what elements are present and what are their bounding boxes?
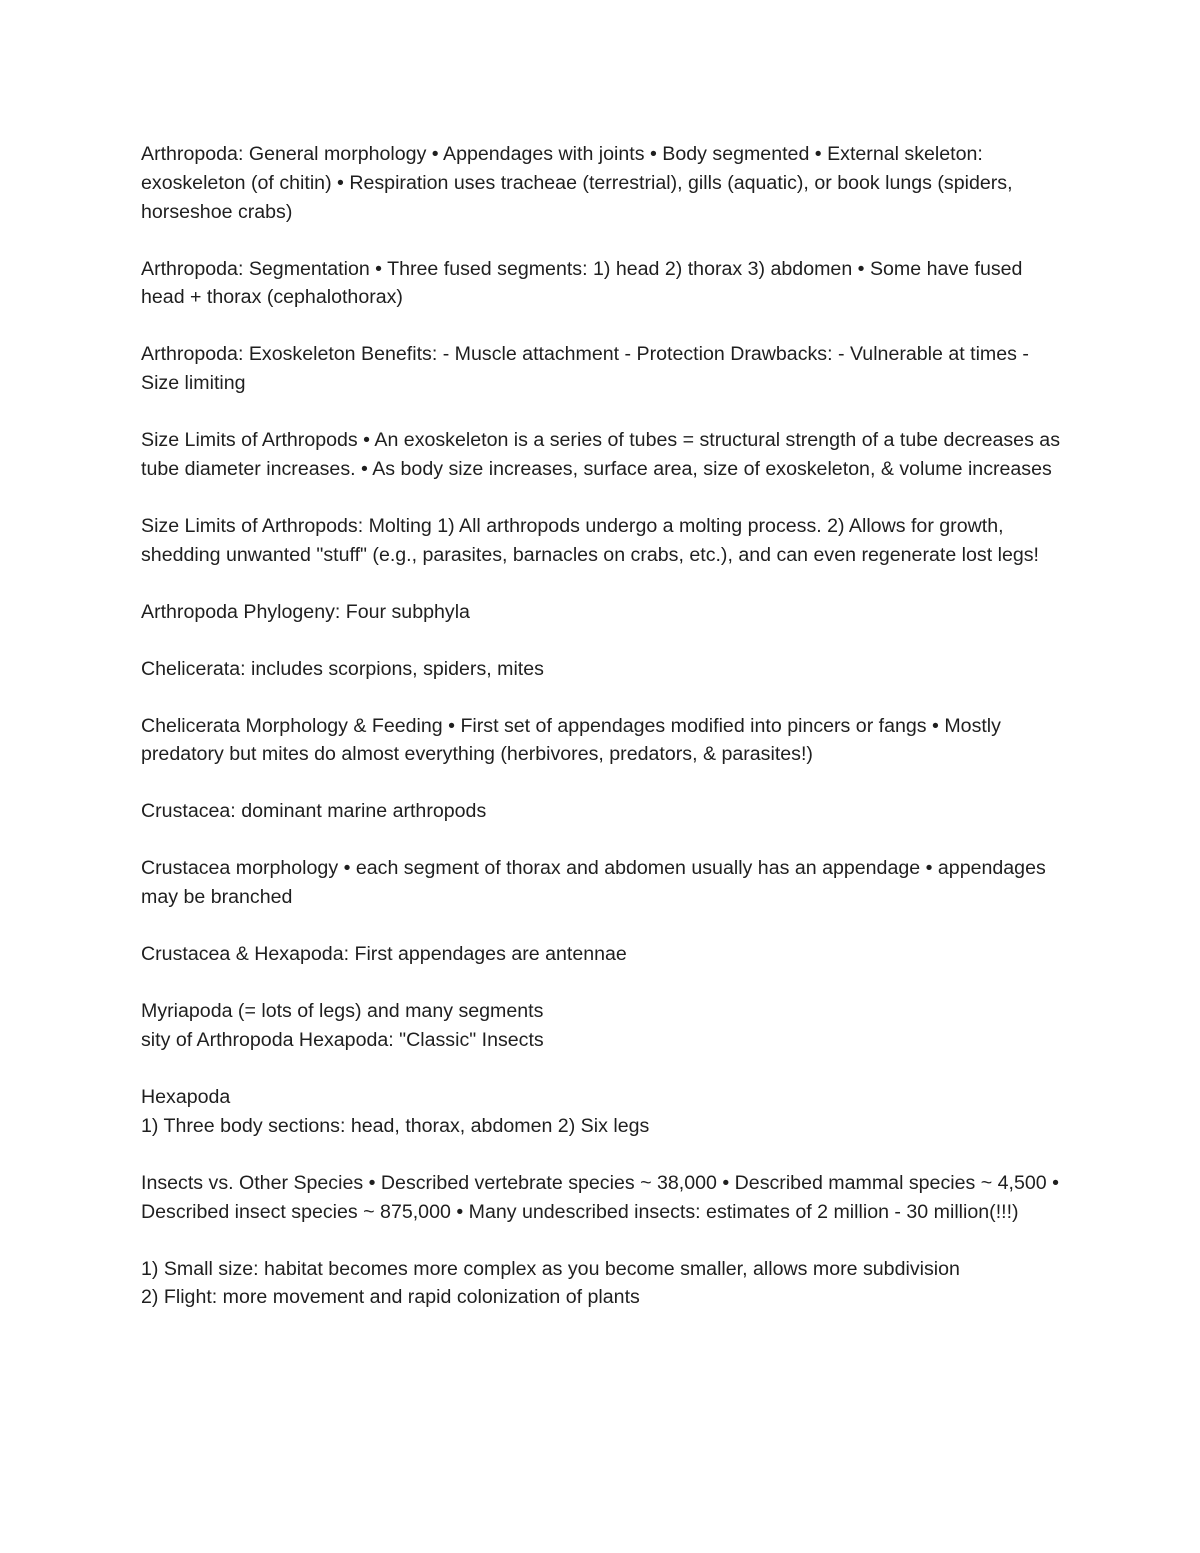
paragraph-hexapoda — [141, 1083, 1066, 1141]
reason-small-size: 1) Small size: habitat becomes more complex as you become smaller, allows more subdivision — [141, 1257, 960, 1280]
reason-flight: 2) Flight: more movement and rapid colonization of plants — [141, 1286, 640, 1309]
paragraph-myriapoda — [141, 997, 1066, 1055]
myriapoda-line: Myriapoda (= lots of legs) and many segments — [141, 1000, 544, 1023]
paragraph-molting: Size Limits of Arthropods: Molting 1) All arthropods undergo a molting process. 2) Allows for growth, shedding unwanted "stuff" (e.g., parasites, barnacles on crabs, etc.), and can even regenerate lost legs! — [141, 514, 1039, 566]
paragraph-crustacea: Crustacea: dominant marine arthropods — [141, 800, 487, 823]
document-body — [141, 140, 1066, 1340]
paragraph-general-morphology: Arthropoda: General morphology • Appendages with joints • Body segmented • External skeleton: exoskeleton (of chitin) • Respiration uses tracheae (terrestrial), gills (aquatic), or book lungs (spiders, horseshoe crabs) — [141, 143, 1013, 223]
paragraph-antennae: Crustacea & Hexapoda: First appendages are antennae — [141, 943, 627, 966]
paragraph-chelicerata: Chelicerata: includes scorpions, spiders, mites — [141, 657, 544, 680]
paragraph-size-limits: Size Limits of Arthropods • An exoskeleton is a series of tubes = structural strength of a tube decreases as tube diameter increases. • As body size increases, surface area, size of exoskeleton, & volume increases — [141, 429, 1061, 480]
paragraph-insects-vs-other: Insects vs. Other Species • Described vertebrate species ~ 38,000 • Described mammal species ~ 4,500 • Described insect species ~ 875,000 • Many undescribed insects: estimates of 2 million - 30 million(!!!) — [141, 1171, 1059, 1223]
hexapoda-body-sections: 1) Three body sections: head, thorax, abdomen 2) Six legs — [141, 1114, 650, 1137]
paragraph-chelicerata-morphology: Chelicerata Morphology & Feeding • First set of appendages modified into pincers or fangs • Mostly predatory but mites do almost everything (herbivores, predators, & parasites!) — [141, 714, 1001, 766]
paragraph-exoskeleton: Arthropoda: Exoskeleton Benefits: - Muscle attachment - Protection Drawbacks: - Vulnerable at times - Size limiting — [141, 343, 1029, 395]
paragraph-segmentation: Arthropoda: Segmentation • Three fused segments: 1) head 2) thorax 3) abdomen • Some have fused head + thorax (cephalothorax) — [141, 257, 1023, 309]
paragraph-crustacea-morphology: Crustacea morphology • each segment of thorax and abdomen usually has an appendage • appendages may be branched — [141, 857, 1046, 909]
hexapoda-classic-line: sity of Arthropoda Hexapoda: "Classic" Insects — [141, 1029, 544, 1051]
paragraph-reasons — [141, 1255, 1066, 1313]
hexapoda-heading: Hexapoda — [141, 1085, 231, 1108]
paragraph-phylogeny: Arthropoda Phylogeny: Four subphyla — [141, 600, 470, 623]
